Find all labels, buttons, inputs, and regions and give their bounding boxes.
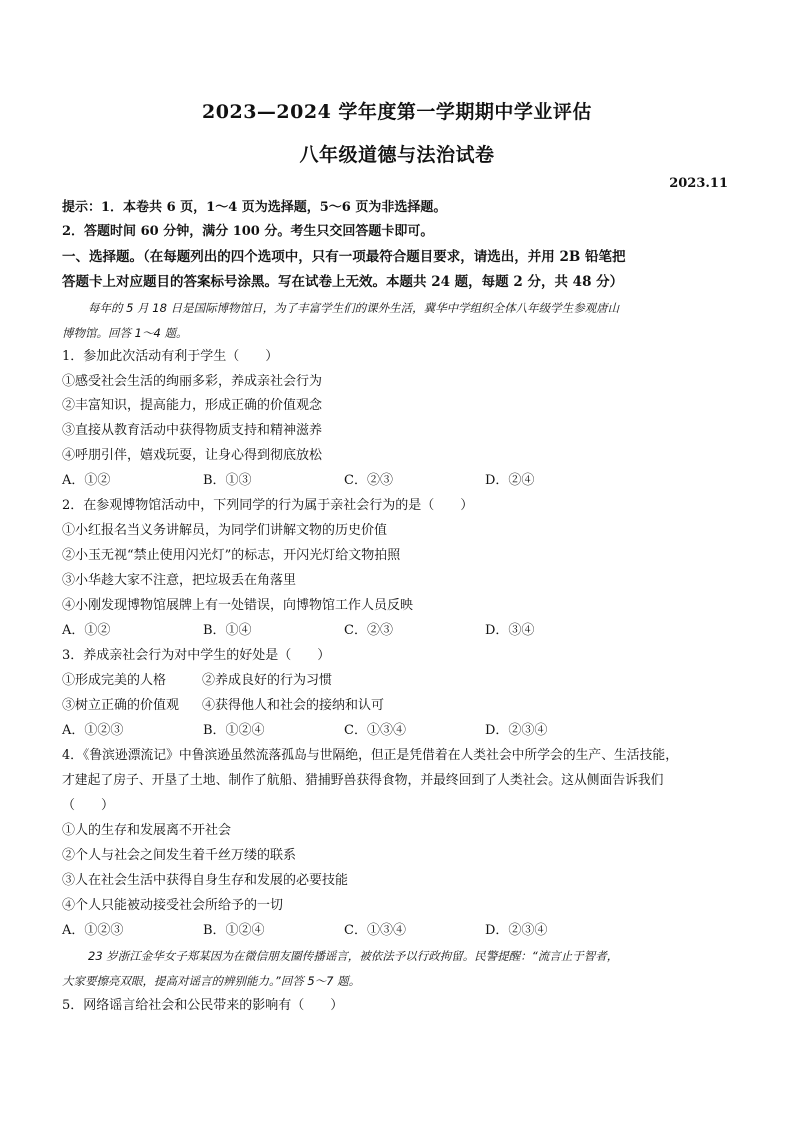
q4-option-d: D．②③④ [485, 923, 548, 938]
q4-item-4: ④个人只能被动接受社会所给予的一切 [62, 898, 284, 913]
q4-item-3: ③人在社会生活中获得自身生存和发展的必要技能 [62, 873, 349, 888]
q3-item-4: ④获得他人和社会的接纳和认可 [202, 698, 385, 713]
q3-option-c: C．①③④ [344, 723, 406, 738]
q2-item-4: ④小刚发现博物馆展牌上有一处错误，向博物馆工作人员反映 [62, 598, 414, 613]
section1-heading-line2: 答题卡上对应题目的答案标号涂黑。写在试卷上无效。本题共 24 题，每题 2 分，共 48 分） [62, 274, 624, 290]
q4-stem-line1: 4．《鲁滨逊漂流记》中鲁滨逊虽然流落孤岛与世隔绝，但正是凭借着在人类社会中所学会的生产、生活技能， [62, 748, 678, 763]
q1-option-d: D．②④ [485, 473, 535, 488]
q3-item-2: ②养成良好的行为习惯 [202, 673, 333, 688]
q3-item-1: ①形成完美的人格 [62, 673, 167, 688]
q1-item-4: ④呼朋引伴，嬉戏玩耍，让身心得到彻底放松 [62, 448, 323, 463]
q2-option-a: A．①② [62, 623, 111, 638]
q1-option-a: A．①② [62, 473, 111, 488]
exam-subtitle: 八年级道德与法治试卷 [299, 144, 495, 166]
q3-item-3: ③树立正确的价值观 [62, 698, 180, 713]
q2-stem: 2．在参观博物馆活动中，下列同学的行为属于亲社会行为的是（ ） [62, 498, 474, 513]
q2-option-c: C．②③ [344, 623, 393, 638]
q4-item-2: ②个人与社会之间发生着千丝万缕的联系 [62, 848, 297, 863]
q3-stem: 3．养成亲社会行为对中学生的好处是（ ） [62, 648, 331, 663]
q1-stem: 1．参加此次活动有利于学生（ ） [62, 349, 279, 364]
intro2-line2: 大家要擦亮双眼，提高对谣言的辨别能力。”回答 5～7 题。 [62, 974, 361, 988]
q2-option-b: B．①④ [203, 623, 252, 638]
q4-stem-line2: 才建起了房子、开垦了土地、制作了航船、猎捕野兽获得食物，并最终回到了人类社会。这从侧面告诉我们 [62, 773, 664, 788]
q4-option-b: B．①②④ [203, 923, 265, 938]
q3-option-a: A．①②③ [62, 723, 124, 738]
intro1-line1: 每年的 5 月 18 日是国际博物馆日，为了丰富学生们的课外生活，冀华中学组织全体八年级学生参观唐山 [88, 301, 620, 315]
q2-item-3: ③小华趁大家不注意，把垃圾丢在角落里 [62, 573, 297, 588]
q2-item-1: ①小红报名当义务讲解员，为同学们讲解文物的历史价值 [62, 523, 388, 538]
intro1-line2: 博物馆。回答 1～4 题。 [62, 326, 188, 340]
q4-item-1: ①人的生存和发展离不开社会 [62, 823, 232, 838]
q2-item-2: ②小玉无视“禁止使用闪光灯”的标志，开闪光灯给文物拍照 [62, 548, 401, 563]
exam-title: 2023—2024 学年度第一学期期中学业评估 [202, 101, 592, 123]
q3-option-b: B．①②④ [203, 723, 265, 738]
q4-option-a: A．①②③ [62, 923, 124, 938]
note-line-2: 2．答题时间 60 分钟，满分 100 分。考生只交回答题卡即可。 [62, 224, 434, 239]
q4-stem-line3: （ ） [62, 798, 115, 813]
intro2-line1: 23 岁浙江金华女子郑某因为在微信朋友圈传播谣言，被依法予以行政拘留。民警提醒：“流言止于智者， [88, 949, 619, 963]
q1-item-2: ②丰富知识，提高能力，形成正确的价值观念 [62, 398, 323, 413]
note-line-1: 提示：1．本卷共 6 页，1～4 页为选择题，5～6 页为非选择题。 [62, 200, 447, 215]
q1-item-3: ③直接从教育活动中获得物质支持和精神滋养 [62, 423, 323, 438]
exam-date: 2023.11 [669, 176, 728, 191]
q1-item-1: ①感受社会生活的绚丽多彩，养成亲社会行为 [62, 374, 323, 389]
q4-option-c: C．①③④ [344, 923, 406, 938]
q1-option-b: B．①③ [203, 473, 252, 488]
q5-stem: 5．网络谣言给社会和公民带来的影响有（ ） [62, 998, 344, 1013]
section1-heading-line1: 一、选择题。（在每题列出的四个选项中，只有一项最符合题目要求，请选出，并用 2B 铅笔把 [62, 249, 626, 265]
q2-option-d: D．③④ [485, 623, 535, 638]
q1-option-c: C．②③ [344, 473, 393, 488]
q3-option-d: D．②③④ [485, 723, 548, 738]
